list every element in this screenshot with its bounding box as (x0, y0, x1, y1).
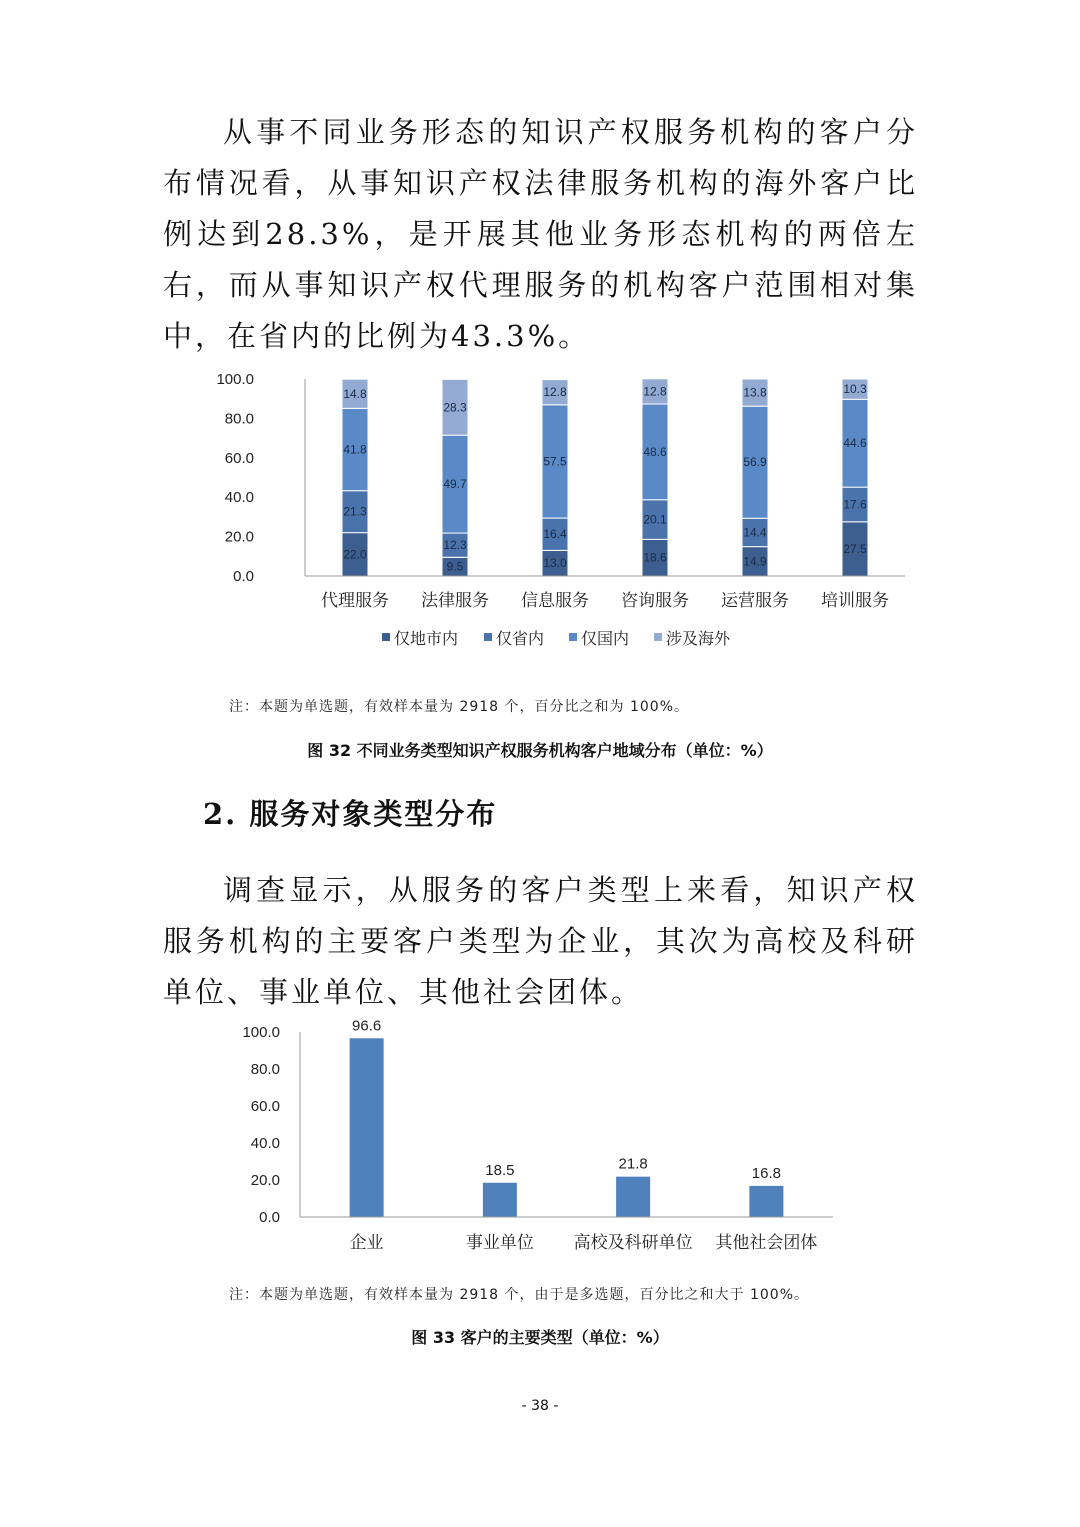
data-label: 12.8 (643, 384, 667, 399)
x-tick-label: 法律服务 (421, 591, 489, 611)
legend-swatch (654, 633, 662, 641)
data-label: 14.9 (743, 554, 767, 569)
bar (350, 1038, 384, 1217)
bar (616, 1177, 650, 1217)
x-tick-label: 信息服务 (521, 591, 589, 611)
data-label: 14.4 (743, 525, 767, 540)
stacked-bar-chart-client-region (200, 364, 920, 664)
y-tick-label: 100.0 (216, 371, 254, 388)
bar (749, 1186, 783, 1217)
data-label: 49.7 (443, 477, 467, 492)
x-axis (305, 576, 905, 611)
data-label: 16.8 (751, 1164, 781, 1182)
x-tick-label: 事业单位 (465, 1233, 534, 1253)
chart-note: 注：本题为单选题，有效样本量为 2918 个，百分比之和为 100%。 (229, 699, 690, 715)
data-label: 22.0 (343, 547, 367, 562)
data-label: 44.6 (843, 436, 867, 451)
legend-label: 涉及海外 (666, 629, 731, 648)
x-tick-label: 高校及科研单位 (573, 1233, 693, 1253)
data-label: 41.8 (343, 442, 367, 457)
data-label: 18.5 (485, 1161, 515, 1179)
x-axis (300, 1217, 833, 1253)
legend-label: 仅省内 (496, 629, 545, 648)
figure-caption: 图 33 客户的主要类型（单位：%） (411, 1328, 669, 1347)
data-label: 12.3 (443, 538, 467, 553)
data-label: 13.0 (543, 556, 567, 571)
figure-caption: 图 32 不同业务类型知识产权服务机构客户地域分布（单位：%） (307, 741, 773, 760)
x-tick-label: 其他社会团体 (715, 1233, 818, 1253)
y-tick-label: 100.0 (242, 1024, 280, 1041)
data-label: 57.5 (543, 454, 567, 469)
x-tick-label: 运营服务 (721, 591, 789, 611)
x-tick-label: 咨询服务 (621, 591, 689, 611)
data-label: 14.8 (343, 386, 367, 401)
bar-chart-client-types (225, 1012, 865, 1262)
data-label: 56.9 (743, 455, 767, 470)
data-label: 9.5 (446, 559, 464, 574)
data-label: 96.6 (352, 1017, 382, 1035)
data-label: 21.3 (343, 504, 367, 519)
y-tick-label: 80.0 (224, 410, 254, 428)
chart-note: 注：本题为单选题，有效样本量为 2918 个，由于是多选题，百分比之和大于 100%。 (229, 1287, 810, 1303)
data-label: 13.8 (743, 385, 767, 400)
y-tick-label: 20.0 (224, 528, 254, 546)
legend-swatch (382, 633, 390, 641)
data-label: 27.5 (843, 541, 867, 556)
y-tick-label: 80.0 (250, 1061, 280, 1078)
data-label: 17.6 (843, 497, 867, 512)
chart-legend (382, 629, 731, 648)
data-label: 21.8 (618, 1155, 648, 1173)
y-tick-label: 60.0 (250, 1098, 280, 1115)
stacked-bars (342, 379, 868, 576)
page-number: - 38 - (521, 1398, 559, 1414)
y-axis (216, 371, 305, 585)
data-label: 10.3 (843, 382, 867, 397)
data-label: 48.6 (643, 444, 667, 459)
legend-swatch (484, 633, 492, 641)
bars (350, 1017, 784, 1217)
y-tick-label: 0.0 (259, 1209, 280, 1226)
y-tick-label: 60.0 (224, 449, 254, 467)
legend-label: 仅地市内 (394, 629, 459, 648)
data-label: 16.4 (543, 527, 567, 542)
x-tick-label: 企业 (349, 1233, 384, 1253)
y-tick-label: 0.0 (233, 568, 254, 585)
y-axis (242, 1024, 300, 1226)
data-label: 18.6 (643, 550, 667, 565)
legend-label: 仅国内 (581, 629, 630, 648)
data-label: 28.3 (443, 400, 467, 415)
y-tick-label: 40.0 (224, 489, 254, 507)
legend-swatch (569, 633, 577, 641)
bar (483, 1183, 517, 1217)
y-tick-label: 20.0 (250, 1172, 280, 1189)
y-tick-label: 40.0 (250, 1135, 280, 1152)
data-label: 12.8 (543, 385, 567, 400)
section-heading: 2. 服务对象类型分布 (203, 797, 498, 831)
x-tick-label: 培训服务 (821, 591, 889, 611)
data-label: 20.1 (643, 512, 667, 527)
client-type-paragraph: 调查显示，从服务的客户类型上来看，知识产权服务机构的主要客户类型为企业，其次为高校及科研单位、事业单位、其他社会团体。 (163, 873, 918, 1009)
x-tick-label: 代理服务 (321, 591, 389, 611)
intro-paragraph: 从事不同业务形态的知识产权服务机构的客户分布情况看，从事知识产权法律服务机构的海外客户比例达到28.3%，是开展其他业务形态机构的两倍左右，而从事知识产权代理服务的机构客户范围相对集中，在省内的比例为43.3%。 (163, 115, 918, 353)
